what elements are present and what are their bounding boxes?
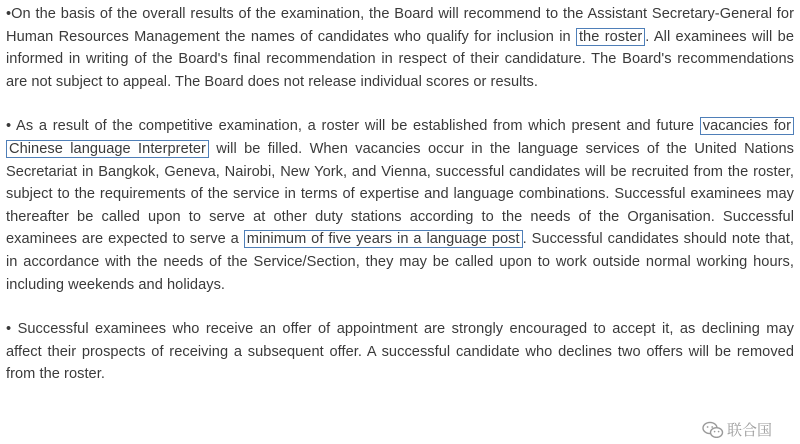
paragraph-roster-recommendation [6, 3, 794, 93]
highlight-vacancies-chinese-interpreter: vacancies for Chinese language Interpreter [6, 117, 794, 158]
paragraph-offer-of-appointment [6, 318, 794, 386]
paragraph-roster-vacancies [6, 115, 794, 296]
document-body [6, 3, 794, 386]
highlight-minimum-five-years: minimum of five years in a language post [244, 230, 523, 248]
paragraph-1-text-after: . All examinees will be informed in writing of the Board's final recommendation in respect of their candidature. The Board's recommendations are not subject to appeal. The Board does not release individual scores or results. [6, 28, 794, 90]
paragraph-1-text-before: •On the basis of the overall results of the examination, the Board will recommend to the Assistant Secretary-General for Human Resources Management the names of candidates who qualify for inclusion in [6, 6, 794, 45]
watermark [700, 419, 774, 440]
wechat-icon [702, 421, 724, 439]
paragraph-2-text-after: . Successful candidates should note that, in accordance with the needs of the Service/Section, they may be called upon to work outside normal working hours, including weekends and holidays. [6, 231, 794, 293]
watermark-text: 联合国 [726, 422, 772, 439]
paragraph-3-text: • Successful examinees who receive an offer of appointment are strongly encouraged to accept it, as declining may affect their prospects of receiving a subsequent offer. A successful candidate who declines two offers will be removed from the roster. [6, 321, 794, 383]
highlight-the-roster: the roster [576, 28, 645, 46]
paragraph-2-text-before: • As a result of the competitive examination, a roster will be established from which present and future [6, 118, 700, 135]
paragraph-2-text-middle: will be filled. When vacancies occur in the language services of the United Nations Secretariat in Bangkok, Geneva, Nairobi, New York, and Vienna, successful candidates will be recruited from the roster, subject to the requirements of the service in terms of expertise and language combinations. Successful examinees may thereafter be called upon to serve at other duty stations according to the needs of the Organisation. Successful examinees are expected to serve a [6, 140, 794, 248]
